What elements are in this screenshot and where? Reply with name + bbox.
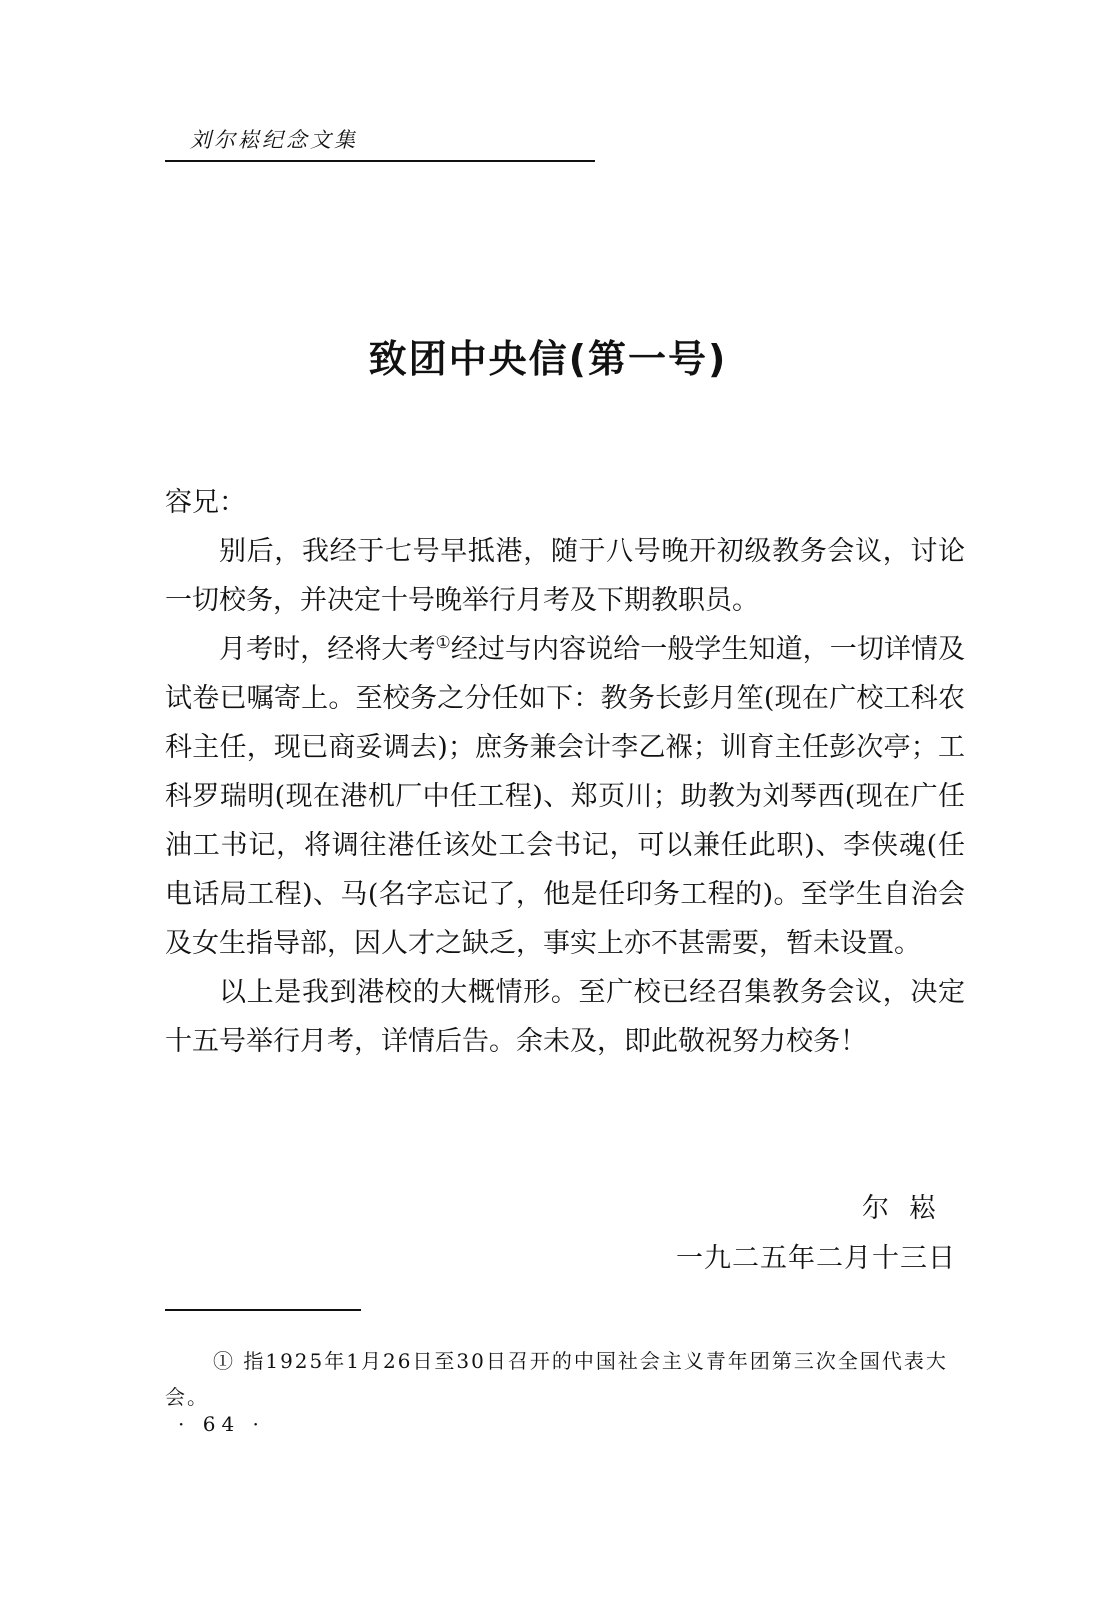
paragraph-2-part-1: 月考时，经将大考 bbox=[219, 634, 436, 665]
footnote bbox=[165, 1343, 965, 1415]
paragraph-2 bbox=[165, 625, 965, 968]
letter-date: 一九二五年二月十三日 bbox=[676, 1243, 956, 1274]
letter-title: 致团中央信(第一号) bbox=[368, 337, 728, 381]
letter-body bbox=[165, 478, 965, 1066]
paragraph-2-part-2: 经过与内容说给一般学生知道，一切详情及试卷已嘱寄上。至校务之分任如下：教务长彭月笙(现在广校工科农科主任，现已商妥调去)；庶务兼会计李乙褓；训育主任彭次亭；工科罗瑞明(现在港机厂中任工程)、郑页川；助教为刘琴西(现在广任油工书记，将调往港任该处工会书记，可以兼任此职)、李侠魂(任电话局工程)、马(名字忘记了，他是任印务工程的)。至学生自治会及女生指导部，因人才之缺乏，事实上亦不甚需要，暂未设置。 bbox=[165, 634, 966, 959]
signature: 尔崧 bbox=[862, 1193, 956, 1224]
header-rule bbox=[165, 160, 595, 162]
footnote-rule bbox=[165, 1309, 361, 1311]
salutation: 容兄： bbox=[165, 487, 246, 518]
paragraph-3: 以上是我到港校的大概情形。至广校已经召集教务会议，决定十五号举行月考，详情后告。余未及，即此敬祝努力校务！ bbox=[165, 977, 965, 1057]
footnote-marker[interactable]: ① bbox=[435, 633, 451, 653]
footnote-text: ① 指1925年1月26日至30日召开的中国社会主义青年团第三次全国代表大会。 bbox=[165, 1349, 948, 1409]
paragraph-1: 别后，我经于七号早抵港，随于八号晚开初级教务会议，讨论一切校务，并决定十号晚举行月考及下期教职员。 bbox=[165, 536, 965, 616]
running-header: 刘尔崧纪念文集 bbox=[190, 128, 358, 152]
page-number: · 64 · bbox=[178, 1412, 265, 1436]
